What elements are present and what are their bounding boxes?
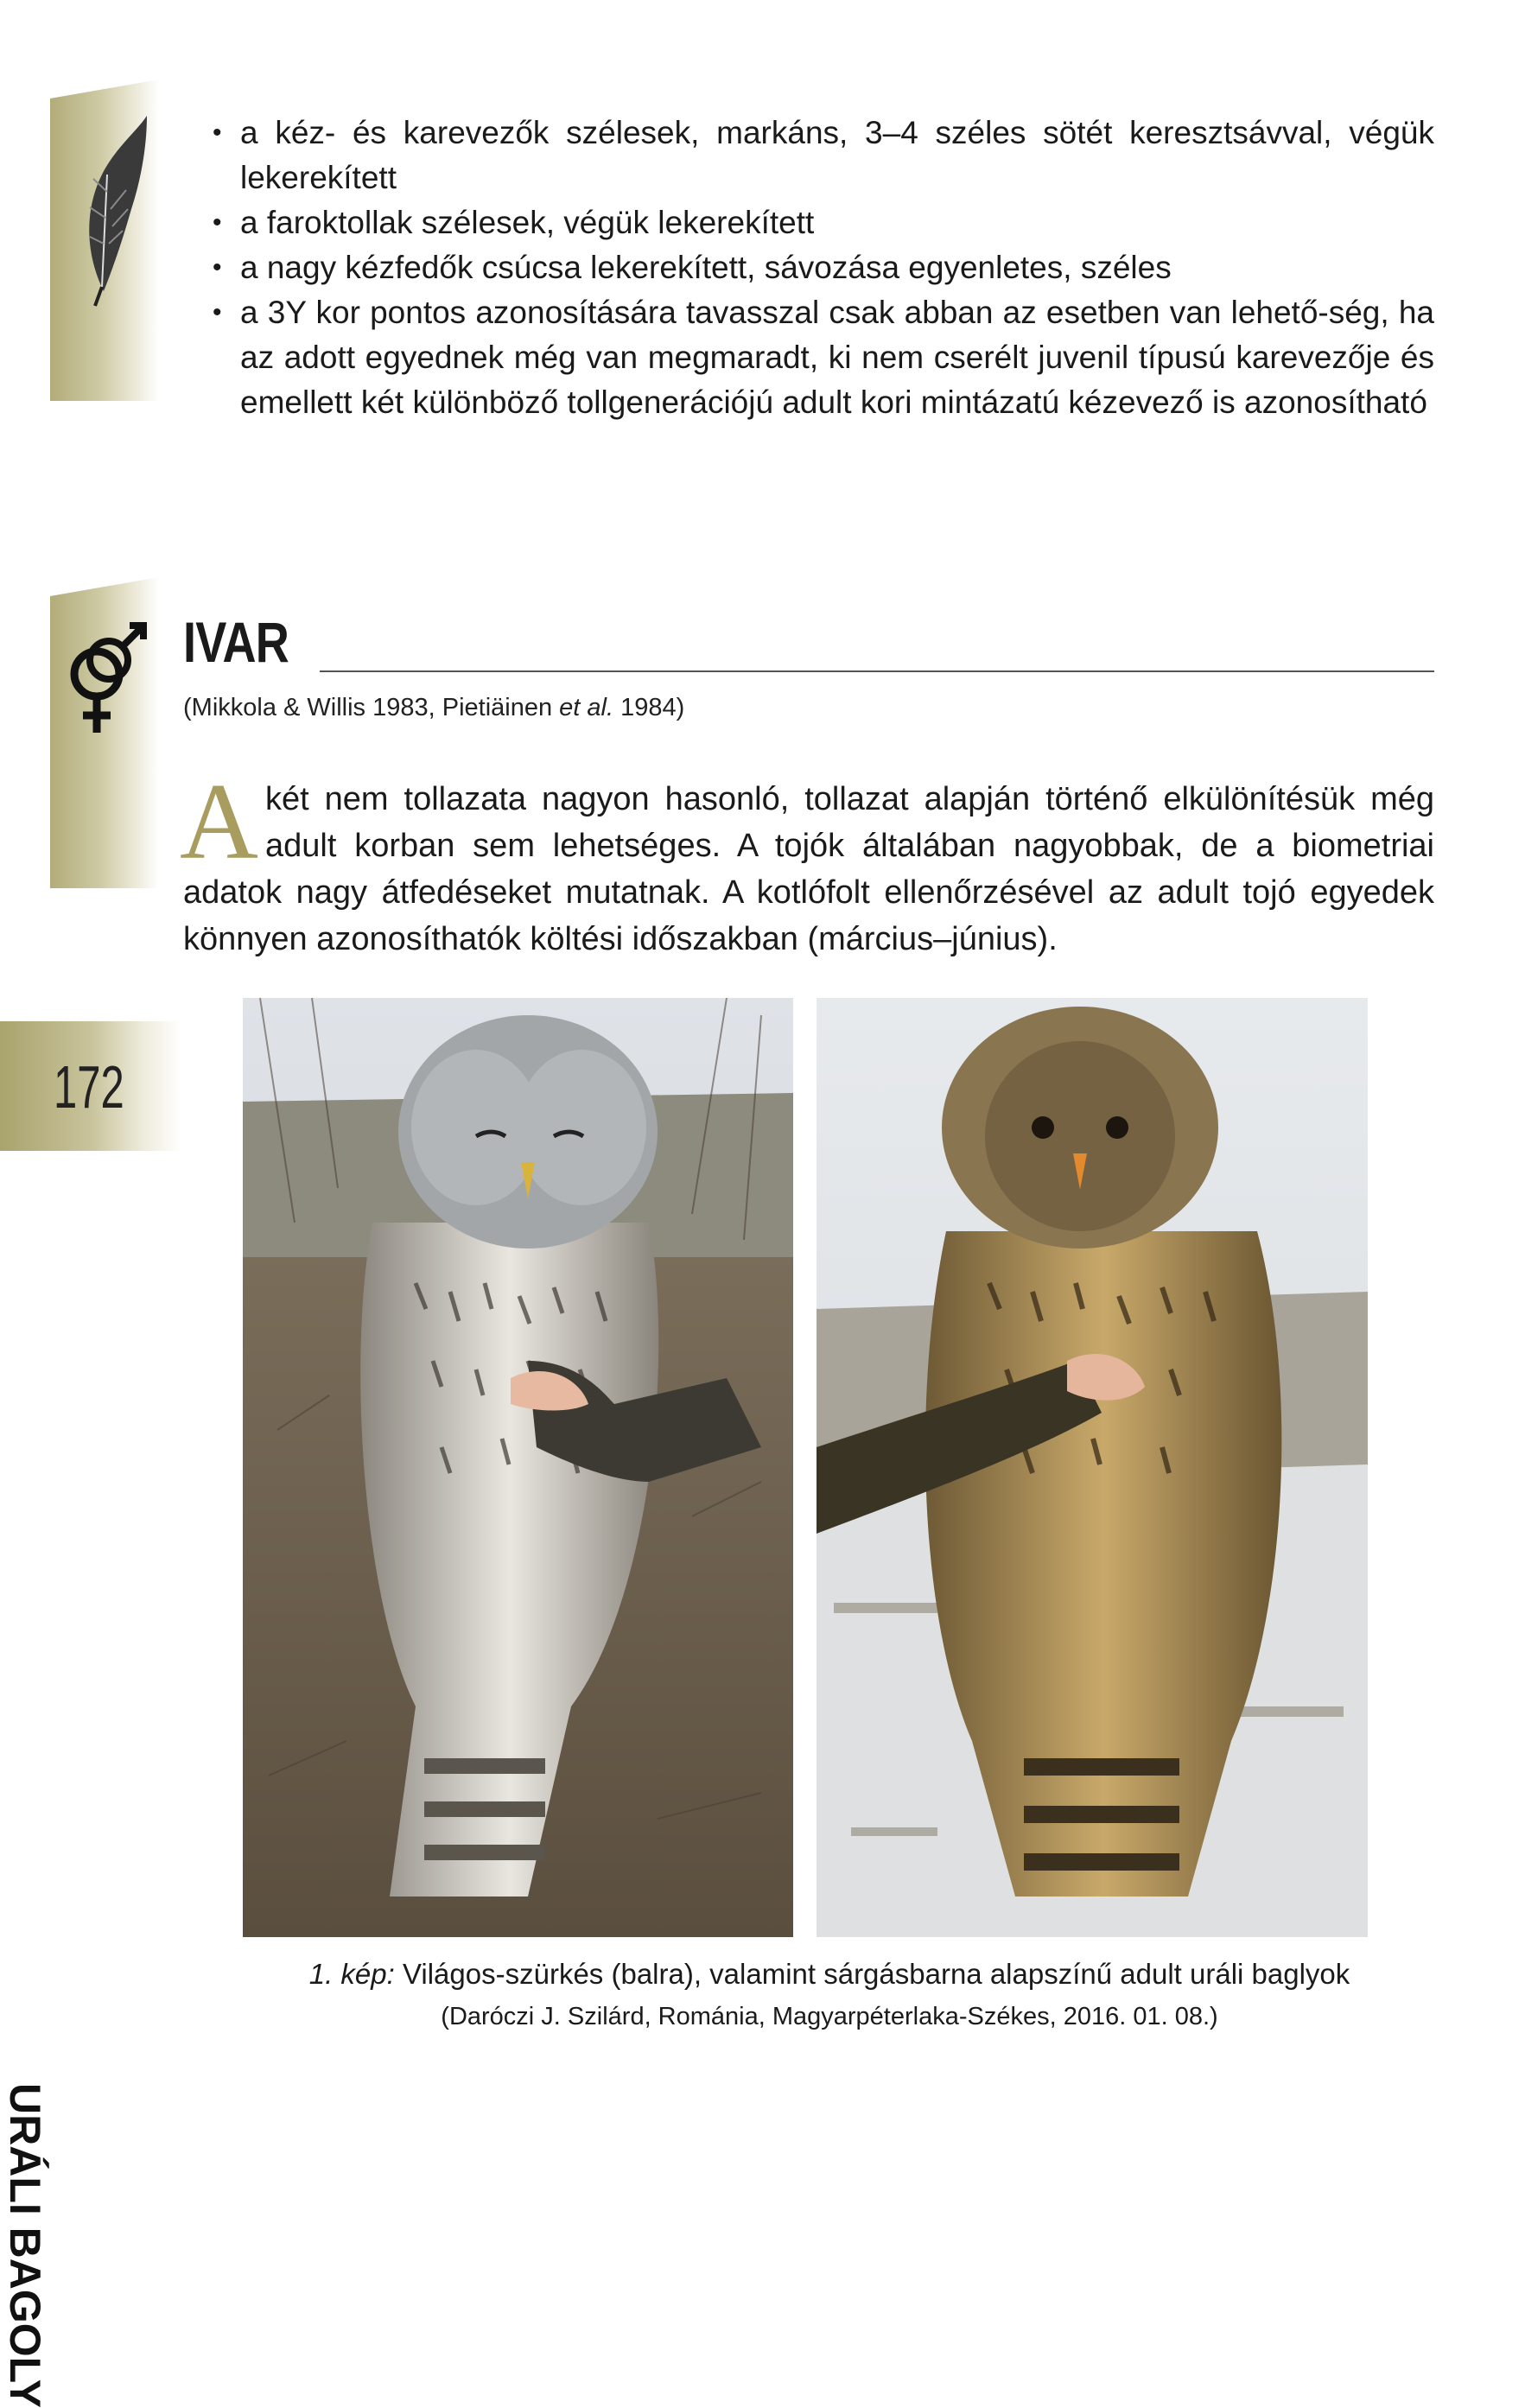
section-citation: (Mikkola & Willis 1983, Pietiäinen et al. 1984) — [183, 694, 685, 721]
list-item: • a 3Y kor pontos azonosítására tavasszal csak abban az esetben van lehető-ség, ha az adott egyednek még van megmaradt, ki nem cserélt juvenil típusú karevezője és emellett két különböző tollgenerációjú adult kori mintázatú kézevező is azonosítható — [213, 295, 1434, 420]
section-title: IVAR — [183, 610, 289, 674]
section-divider — [320, 670, 1434, 672]
body-paragraph: A két nem tollazata nagyon hasonló, tollazat alapján történő elkülönítésük még adult korban sem lehetséges. A tojók általában nagyobbak, de a biometriai adatok nagy átfedéseket mutatnak. A kotlófolt ellenőrzésével az adult tojó egyedek könnyen azonosíthatók költési időszakban (március–június). — [180, 762, 1434, 957]
photo-grey-owl — [243, 998, 793, 1937]
list-item: • a faroktollak szélesek, végük lekerekített — [213, 205, 815, 240]
feature-list — [207, 111, 1434, 425]
gender-tab — [50, 577, 159, 888]
gender-symbol-icon — [50, 577, 159, 888]
feather-icon — [50, 79, 159, 401]
photo-tawny-owl — [817, 998, 1368, 1937]
feather-tab — [50, 79, 159, 401]
page-number: 172 — [54, 1053, 124, 1121]
figure-credit: (Daróczi J. Szilárd, Románia, Magyarpéterlaka-Székes, 2016. 01. 08.) — [441, 2003, 1218, 2030]
list-item: • a nagy kézfedők csúcsa lekerekített, sávozása egyenletes, széles — [213, 250, 1172, 285]
list-item: • a kéz- és karevezők szélesek, markáns, 3–4 széles sötét keresztsávval, végük lekerekített — [213, 115, 1434, 195]
drop-cap: A — [180, 762, 258, 882]
running-head: URÁLI BAGOLY — [1, 2083, 49, 2408]
figure-caption: 1. kép: Világos-szürkés (balra), valamint sárgásbarna alapszínű adult uráli baglyok — [308, 1958, 1350, 1990]
